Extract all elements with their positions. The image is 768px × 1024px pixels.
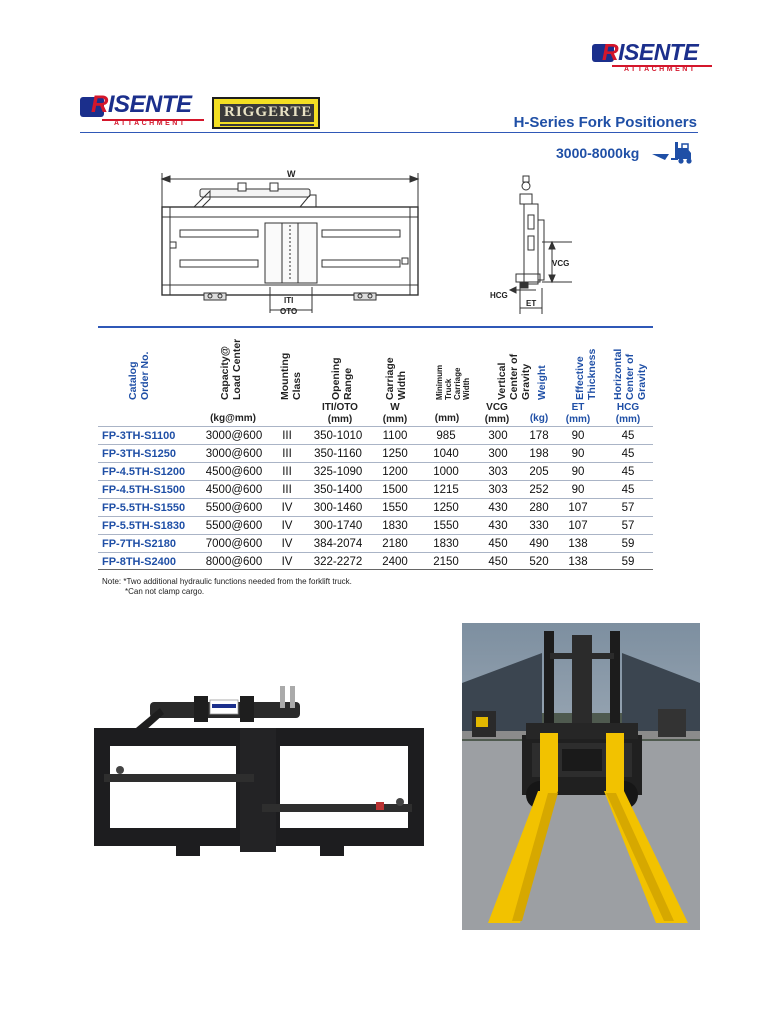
cell-range: 350-1010 [313,430,363,442]
vcg-label: VCG [552,259,570,268]
cell-weight: 252 [529,484,549,496]
cell-vcg: 300 [488,448,508,460]
unit-minimum: (mm) [434,413,460,424]
cell-vcg: 300 [488,430,508,442]
cell-width: 1250 [382,448,408,460]
cell-class: III [282,448,292,460]
cell-vcg: 430 [488,502,508,514]
cell-vcg: 450 [488,556,508,568]
unit-vcg: VCG (mm) [484,402,510,425]
cell-code: FP-8TH-S2400 [102,556,176,568]
header-vcg: Vertical Center of Gravity [496,353,532,400]
cell-weight: 280 [529,502,549,514]
cell-range: 325-1090 [313,466,363,478]
cell-range: 300-1740 [313,520,363,532]
note-hydraulics: Note: *Two additional hydraulic functions needed from the forklift truck. [102,577,352,586]
width-label: W [287,169,296,179]
table-row [98,426,653,444]
header-minimum: Minimum Truck Carriage Width [435,364,471,400]
units-row [0,400,768,428]
cell-weight: 205 [529,466,549,478]
cell-hcg: 57 [621,520,635,532]
cell-class: III [282,430,292,442]
unit-capacity: (kg@mm) [210,413,256,424]
cell-width: 1200 [382,466,408,478]
cell-min: 1040 [433,448,459,460]
cell-class: III [282,466,292,478]
cell-capacity: 5500@600 [205,520,263,532]
unit-hcg: HCG (mm) [615,402,641,425]
cell-vcg: 450 [488,538,508,550]
cell-min: 1550 [433,520,459,532]
table-row [98,552,653,570]
cell-width: 1830 [382,520,408,532]
cell-range: 350-1160 [314,448,362,460]
table-row [98,444,653,462]
cell-hcg: 45 [621,448,635,460]
cell-min: 1215 [433,484,459,496]
cell-weight: 330 [529,520,549,532]
table-row [98,462,653,480]
cell-class: III [282,484,292,496]
header-logo: RISENTE ATTACHMENT [80,94,210,130]
logo-r: R [602,39,619,65]
cell-weight: 198 [529,448,549,460]
cell-code: FP-4.5TH-S1500 [102,484,186,496]
logo-tagline: ATTACHMENT [624,66,697,73]
header-weight: Weight [536,365,548,400]
riggerte-logo-text: RIGGERTE [224,104,313,120]
spec-table-header [0,0,768,400]
table-row [98,516,653,534]
cell-vcg: 430 [488,520,508,532]
header-mounting: Mounting Class [279,352,303,400]
cell-capacity: 4500@600 [205,484,263,496]
table-row [98,480,653,498]
header-opening: Opening Range [330,357,354,400]
hcg-label: HCG [490,291,508,300]
cell-class: IV [281,502,293,514]
iti-label: ITI [284,296,294,305]
spec-table [98,426,653,570]
cell-et: 90 [571,430,585,442]
header-et: Effective Thickness [574,348,598,400]
cell-width: 1500 [382,484,408,496]
cell-capacity: 8000@600 [205,556,263,568]
cell-et: 90 [571,466,585,478]
oto-label: OTO [280,307,298,316]
cell-min: 2150 [433,556,459,568]
cell-vcg: 303 [488,484,508,496]
unit-opening: ITI/OTO (mm) [322,402,358,425]
cell-code: FP-7TH-S2180 [102,538,176,550]
cell-hcg: 45 [621,466,635,478]
header-capacity: Capacity@ Load Center [219,338,243,400]
note-clamp: *Can not clamp cargo. [125,587,205,596]
cell-min: 985 [436,430,456,442]
cell-capacity: 4500@600 [205,466,263,478]
fork-positioner-photo [90,682,430,870]
cell-et: 90 [571,484,585,496]
forklift-photo [462,623,700,930]
cell-range: 300-1460 [313,502,363,514]
cell-capacity: 3000@600 [205,430,263,442]
cell-width: 1100 [382,430,408,442]
unit-width: W (mm) [382,402,408,425]
cell-class: IV [281,520,293,532]
cell-width: 1550 [382,502,408,514]
cell-hcg: 45 [621,430,635,442]
logo-name: ISENTE [618,39,699,65]
cell-code: FP-4.5TH-S1200 [102,466,186,478]
et-label: ET [526,299,537,308]
logo-tagline: ATTACHMENT [114,120,187,127]
cell-capacity: 3000@600 [205,448,263,460]
header-hcg: Horizontal Center of Gravity [612,348,648,400]
cell-code: FP-3TH-S1100 [102,430,176,442]
cell-hcg: 59 [621,556,635,568]
table-row [98,534,653,552]
cell-et: 138 [568,538,588,550]
cell-vcg: 303 [488,466,508,478]
capacity-range: 3000-8000kg [556,145,640,161]
cell-code: FP-5.5TH-S1830 [102,520,186,532]
cell-code: FP-3TH-S1250 [102,448,176,460]
cell-et: 107 [568,520,588,532]
cell-weight: 490 [529,538,549,550]
cell-class: IV [281,556,293,568]
cell-code: FP-5.5TH-S1550 [102,502,186,514]
cell-width: 2180 [382,538,408,550]
cell-weight: 178 [529,430,549,442]
cell-et: 107 [568,502,588,514]
cell-hcg: 45 [621,484,635,496]
unit-weight: (kg) [529,413,549,424]
cell-width: 2400 [382,556,408,568]
cell-min: 1250 [433,502,459,514]
header-catalog: Catalog Order No. [127,351,151,400]
cell-range: 350-1400 [313,484,363,496]
cell-et: 138 [568,556,588,568]
cell-et: 90 [571,448,585,460]
page-title: H-Series Fork Positioners [513,114,697,131]
cell-weight: 520 [529,556,549,568]
cell-min: 1830 [433,538,459,550]
cell-capacity: 5500@600 [205,502,263,514]
table-row [98,498,653,516]
cell-range: 384-2074 [313,538,363,550]
cell-range: 322-2272 [313,556,363,568]
cell-hcg: 57 [621,502,635,514]
unit-et: ET (mm) [565,402,591,425]
cell-capacity: 7000@600 [205,538,263,550]
cell-hcg: 59 [621,538,635,550]
cell-class: IV [281,538,293,550]
header-carriage: Carriage Width [384,357,408,400]
cell-min: 1000 [433,466,459,478]
